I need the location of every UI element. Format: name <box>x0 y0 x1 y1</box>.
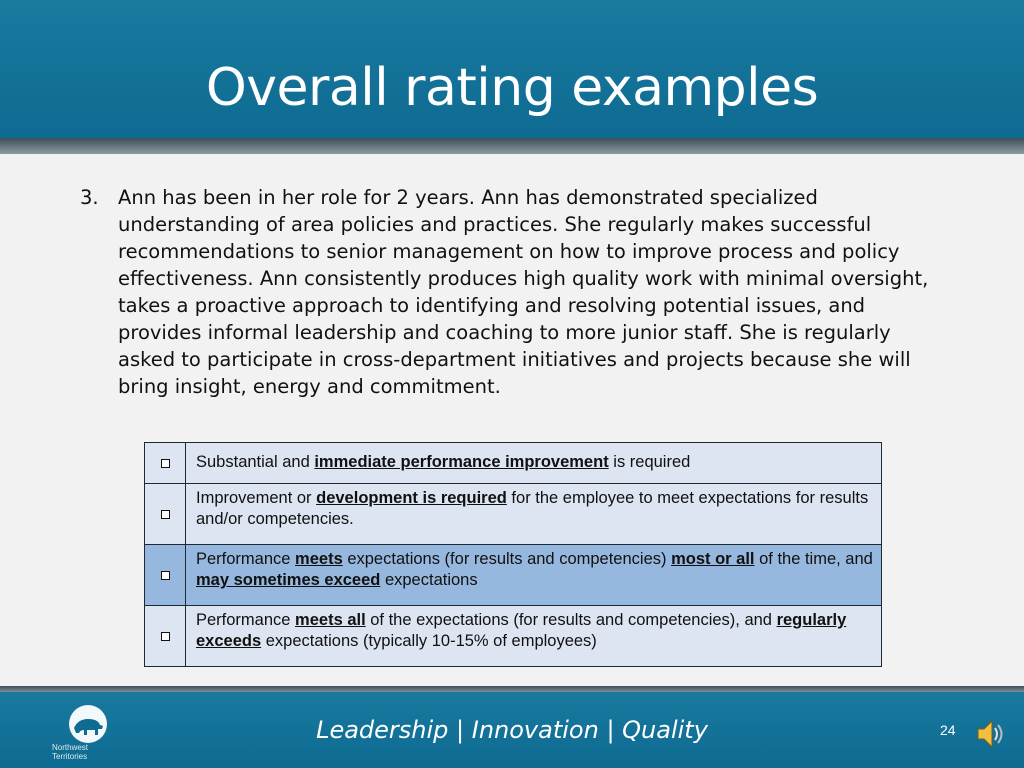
rating-option-row-selected[interactable] <box>145 545 882 606</box>
option-text-part: for the employee to meet expectations for results and/or competencies. <box>196 489 869 528</box>
option-text <box>186 484 882 545</box>
option-text-part: expectations (for results and competencies) <box>342 550 672 568</box>
logo-text-line: Territories <box>52 752 88 761</box>
header-divider <box>0 138 1024 154</box>
footer-tagline: Leadership | Innovation | Quality <box>316 716 708 744</box>
option-text-part: Performance <box>196 611 296 629</box>
option-emphasis: meets all <box>295 611 366 629</box>
option-text <box>186 443 882 484</box>
rating-option-row[interactable] <box>145 606 882 667</box>
option-text <box>186 606 882 667</box>
audio-speaker-icon[interactable] <box>974 716 1004 752</box>
logo-wordmark <box>52 743 88 761</box>
slide-title: Overall rating examples <box>205 58 819 118</box>
checkbox-icon[interactable] <box>161 571 170 580</box>
scenario-text: Ann has been in her role for 2 years. Ann has demonstrated specialized understanding of area policies and practices. She regularly makes successful recommendations to senior management on how to improve process and policy effectiveness. Ann consistently produces high quality work with minimal oversight, takes a proactive approach to identifying and resolving potential issues, and provides informal leadership and coaching to more junior staff. She is regularly asked to participate in cross-department initiatives and projects because she will bring insight, energy and commitment. <box>118 186 929 398</box>
rating-option-row[interactable] <box>145 443 882 484</box>
option-emphasis: most or all <box>671 550 755 568</box>
option-checkbox-cell[interactable] <box>145 443 186 484</box>
option-text-part: of the time, and <box>754 550 873 568</box>
option-text-part: expectations <box>380 571 478 589</box>
rating-option-row[interactable] <box>145 484 882 545</box>
page-number: 24 <box>940 722 956 738</box>
option-text <box>186 545 882 606</box>
option-text-part: is required <box>608 453 691 471</box>
checkbox-icon[interactable] <box>161 510 170 519</box>
option-emphasis: regularly exceeds <box>196 611 847 650</box>
option-text-part: of the expectations (for results and competencies), and <box>365 611 777 629</box>
option-emphasis: development is required <box>316 489 507 507</box>
option-checkbox-cell[interactable] <box>145 606 186 667</box>
option-checkbox-cell[interactable] <box>145 484 186 545</box>
logo-text-line: Northwest <box>52 743 89 752</box>
option-text-part: Performance <box>196 550 296 568</box>
scenario-number: 3. <box>80 186 99 209</box>
footer-divider <box>0 686 1024 692</box>
option-emphasis: immediate performance improvement <box>314 453 609 471</box>
scenario-paragraph <box>80 184 950 400</box>
checkbox-icon[interactable] <box>161 632 170 641</box>
option-text-part: Improvement or <box>196 489 317 507</box>
checkbox-icon[interactable] <box>161 459 170 468</box>
option-checkbox-cell[interactable] <box>145 545 186 606</box>
rating-options-table <box>144 442 882 667</box>
option-text-part: Substantial and <box>196 453 315 471</box>
option-emphasis: may sometimes exceed <box>196 571 381 589</box>
option-text-part: expectations (typically 10-15% of employees) <box>261 632 597 650</box>
option-emphasis: meets <box>295 550 343 568</box>
